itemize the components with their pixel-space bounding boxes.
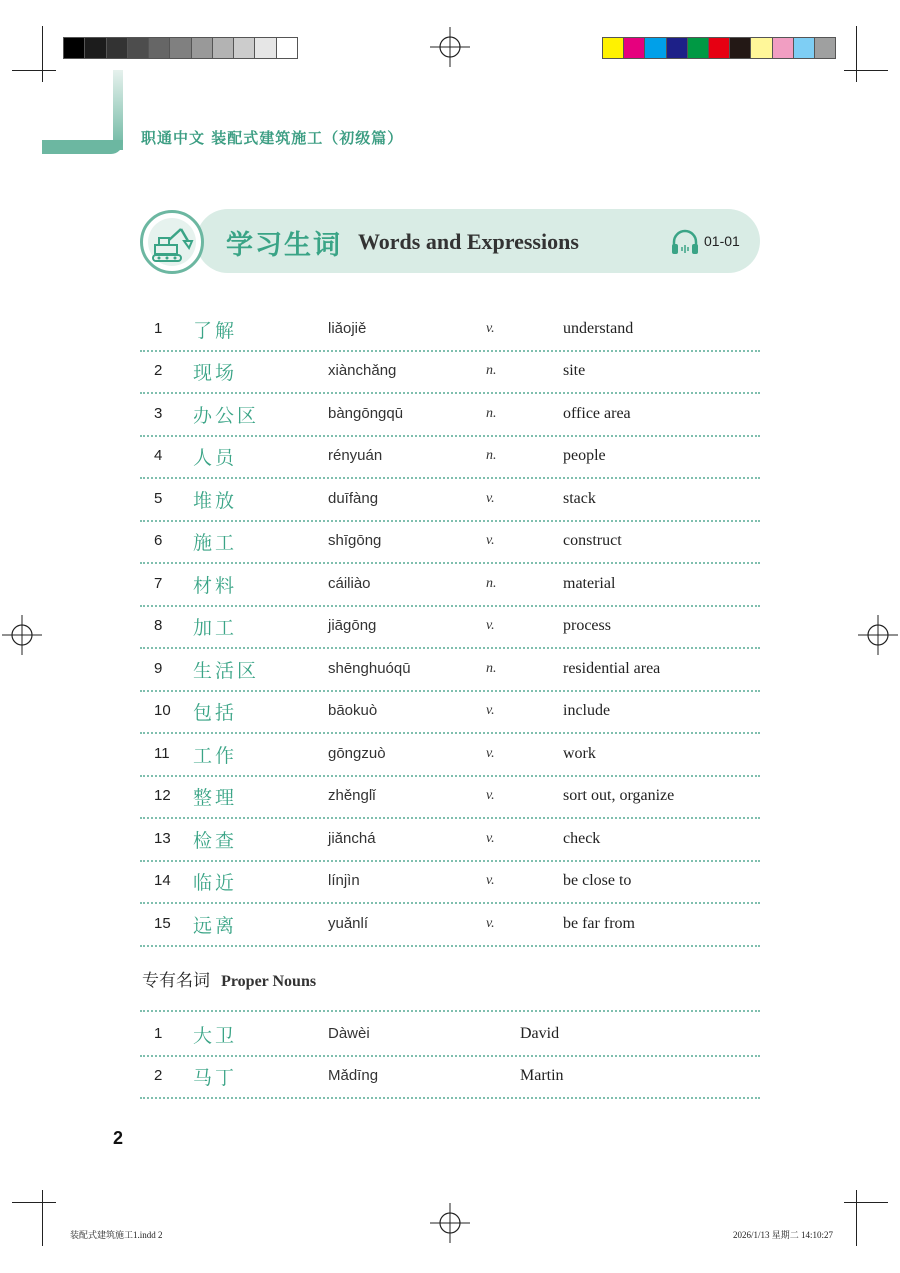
vocab-chinese: 工作 xyxy=(193,745,238,767)
proper-nouns-heading-cn: 专有名词 xyxy=(142,971,210,991)
vocab-row xyxy=(140,733,760,777)
vocab-row xyxy=(140,818,760,862)
vocab-row xyxy=(140,308,760,352)
vocab-part-of-speech: v. xyxy=(486,788,495,803)
divider xyxy=(140,1010,760,1012)
vocab-chinese: 生活区 xyxy=(193,660,260,682)
vocab-chinese: 整理 xyxy=(193,787,238,809)
registration-mark-top xyxy=(430,27,470,67)
vocab-pinyin: bāokuò xyxy=(328,702,378,719)
proper-noun-number: 2 xyxy=(154,1067,163,1084)
vocab-number: 11 xyxy=(154,745,170,762)
print-slug-timestamp: 2026/1/13 星期二 14:10:27 xyxy=(733,1230,834,1240)
vocab-number: 2 xyxy=(154,362,163,379)
proper-noun-number: 1 xyxy=(154,1025,163,1042)
vocab-chinese: 人员 xyxy=(193,447,238,469)
vocab-number: 9 xyxy=(154,660,163,677)
vocab-part-of-speech: n. xyxy=(486,661,497,676)
vocab-pinyin: liǎojiě xyxy=(328,320,367,337)
proper-noun-chinese: 马丁 xyxy=(193,1067,238,1089)
vocab-english: process xyxy=(563,617,611,634)
vocab-row xyxy=(140,435,760,479)
vocab-part-of-speech: v. xyxy=(486,533,495,548)
vocab-chinese: 材料 xyxy=(193,575,238,597)
vocab-part-of-speech: v. xyxy=(486,618,495,633)
vocab-row xyxy=(140,393,760,437)
vocab-part-of-speech: v. xyxy=(486,321,495,336)
vocab-english: be close to xyxy=(563,872,632,889)
section-title-cn: 学习生词 xyxy=(226,230,342,261)
registration-mark-bottom xyxy=(430,1203,470,1243)
vocab-pinyin: yuǎnlí xyxy=(328,915,369,932)
vocab-number: 10 xyxy=(154,702,171,719)
vocab-pinyin: duīfàng xyxy=(328,490,379,507)
vocab-number: 1 xyxy=(154,320,163,337)
vocab-part-of-speech: n. xyxy=(486,406,497,421)
vocab-chinese: 了解 xyxy=(193,320,238,342)
section-title-en: Words and Expressions xyxy=(358,229,579,254)
vocab-part-of-speech: v. xyxy=(486,491,495,506)
vocab-pinyin: rényuán xyxy=(328,447,383,464)
excavator-icon xyxy=(140,210,204,274)
vocab-pinyin: zhěnglǐ xyxy=(328,787,376,804)
proper-noun-english: Martin xyxy=(520,1067,564,1084)
proper-noun-pinyin: Mǎdīng xyxy=(328,1067,379,1084)
vocab-pinyin: cáiliào xyxy=(328,575,371,592)
vocab-row xyxy=(140,648,760,692)
vocab-row xyxy=(140,520,760,564)
vocab-pinyin: bàngōngqū xyxy=(328,405,404,422)
headphones-icon[interactable] xyxy=(670,228,700,256)
vocab-row xyxy=(140,478,760,522)
vocab-part-of-speech: v. xyxy=(486,916,495,931)
vocab-number: 13 xyxy=(154,830,171,847)
vocab-pinyin: shēnghuóqū xyxy=(328,660,411,677)
vocab-part-of-speech: n. xyxy=(486,363,497,378)
vocab-pinyin: línjìn xyxy=(328,872,360,889)
vocab-number: 12 xyxy=(154,787,171,804)
vocab-pinyin: jiǎnchá xyxy=(328,830,376,847)
vocab-english: site xyxy=(563,362,586,379)
vocab-number: 5 xyxy=(154,490,163,507)
proper-noun-chinese: 大卫 xyxy=(193,1025,238,1047)
vocab-chinese: 办公区 xyxy=(193,405,260,427)
vocab-english: work xyxy=(563,745,596,762)
vocab-row xyxy=(140,563,760,607)
vocab-chinese: 包括 xyxy=(193,702,238,724)
vocab-part-of-speech: n. xyxy=(486,576,497,591)
vocab-row xyxy=(140,605,760,649)
vocab-english: understand xyxy=(563,320,634,337)
proper-noun-row xyxy=(140,1055,760,1099)
grayscale-bar xyxy=(63,37,298,59)
vocab-chinese: 远离 xyxy=(193,915,238,937)
header-accent-bar xyxy=(113,70,123,150)
vocab-number: 8 xyxy=(154,617,163,634)
registration-mark-left xyxy=(2,615,42,655)
vocab-number: 7 xyxy=(154,575,163,592)
print-slug-file: 装配式建筑施工1.indd 2 xyxy=(70,1230,163,1240)
proper-nouns-heading-en: Proper Nouns xyxy=(221,973,317,990)
proper-noun-pinyin: Dàwèi xyxy=(328,1025,370,1042)
vocab-number: 6 xyxy=(154,532,163,549)
vocab-chinese: 堆放 xyxy=(193,490,238,512)
vocab-chinese: 加工 xyxy=(193,617,238,639)
vocab-english: be far from xyxy=(563,915,635,932)
vocab-row xyxy=(140,350,760,394)
header-accent-foot xyxy=(42,140,123,154)
vocab-english: check xyxy=(563,830,601,847)
vocab-english: sort out, organize xyxy=(563,787,675,804)
vocab-pinyin: gōngzuò xyxy=(328,745,386,762)
vocab-english: construct xyxy=(563,532,622,549)
registration-mark-right xyxy=(858,615,898,655)
vocab-number: 4 xyxy=(154,447,163,464)
vocab-english: office area xyxy=(563,405,631,422)
vocab-chinese: 临近 xyxy=(193,872,238,894)
vocab-row xyxy=(140,775,760,819)
vocab-part-of-speech: v. xyxy=(486,703,495,718)
vocab-english: include xyxy=(563,702,611,719)
page-number: 2 xyxy=(113,1128,124,1148)
audio-track-code: 01-01 xyxy=(704,233,740,249)
vocab-pinyin: jiāgōng xyxy=(328,617,377,634)
vocab-part-of-speech: n. xyxy=(486,448,497,463)
vocab-part-of-speech: v. xyxy=(486,873,495,888)
book-title: 职通中文 装配式建筑施工（初级篇） xyxy=(141,129,404,147)
vocab-part-of-speech: v. xyxy=(486,831,495,846)
vocab-row xyxy=(140,903,760,947)
proper-noun-row xyxy=(140,1013,760,1057)
vocab-english: residential area xyxy=(563,660,661,677)
vocab-chinese: 施工 xyxy=(193,532,238,554)
vocab-english: people xyxy=(563,447,606,464)
color-bar xyxy=(602,37,836,59)
vocab-pinyin: shīgōng xyxy=(328,532,382,549)
vocab-number: 3 xyxy=(154,405,163,422)
proper-noun-english: David xyxy=(520,1025,560,1042)
proper-nouns-heading xyxy=(142,966,316,991)
vocab-chinese: 现场 xyxy=(193,362,238,384)
vocab-english: material xyxy=(563,575,616,592)
vocab-pinyin: xiànchǎng xyxy=(328,362,397,379)
vocab-row xyxy=(140,690,760,734)
vocab-number: 15 xyxy=(154,915,171,932)
vocab-chinese: 检查 xyxy=(193,830,238,852)
vocab-row xyxy=(140,860,760,904)
vocab-part-of-speech: v. xyxy=(486,746,495,761)
vocab-english: stack xyxy=(563,490,596,507)
vocab-number: 14 xyxy=(154,872,171,889)
